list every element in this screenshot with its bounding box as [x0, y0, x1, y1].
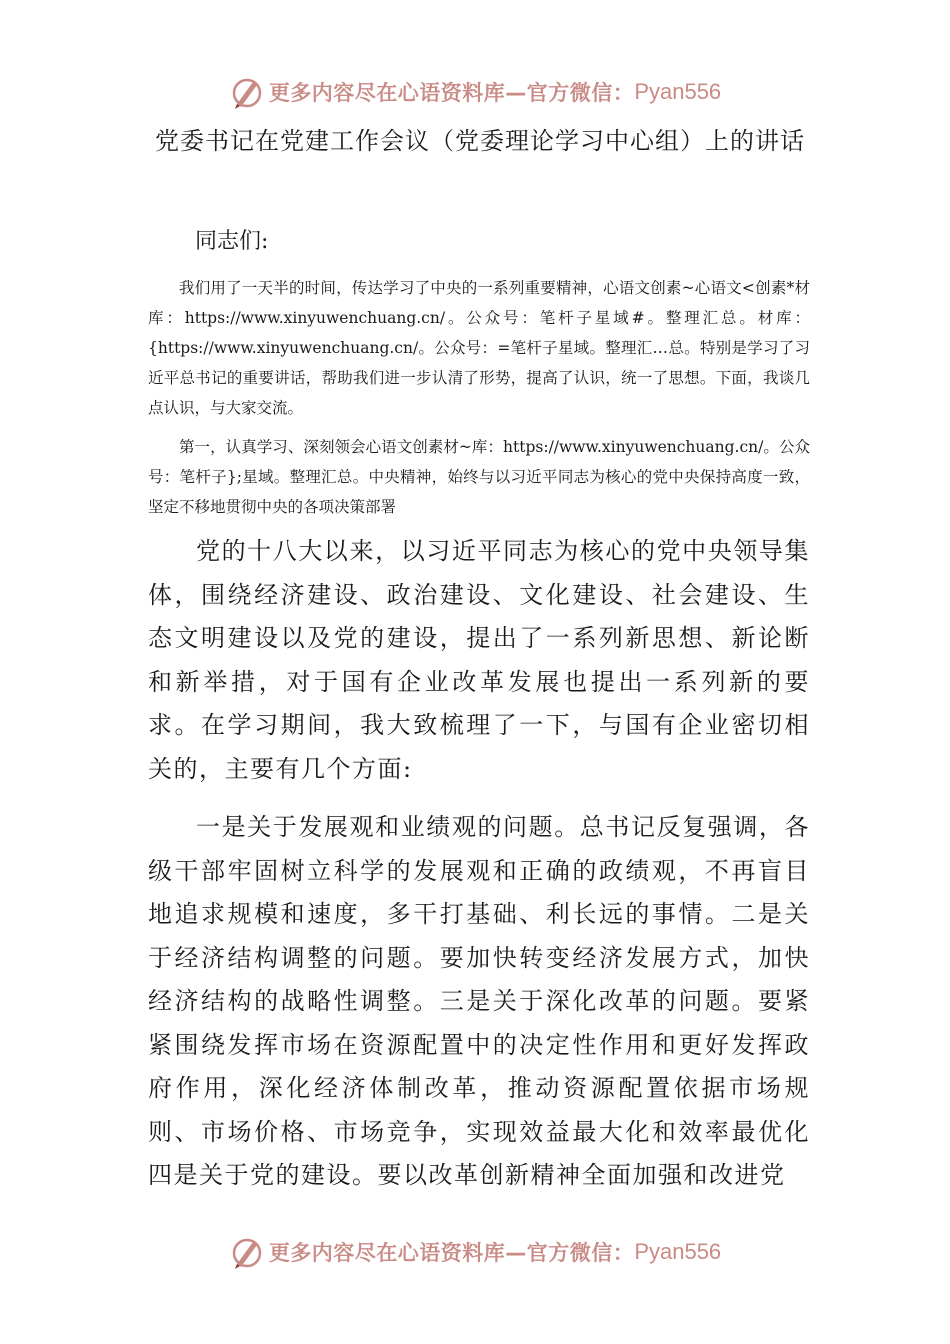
banner-wechat-id: Pyan556: [634, 79, 722, 104]
paragraph-first-point: 第一，认真学习、深刻领会心语文创素材~库：https://www.xinyuwenchuang.cn/。公众号：笔杆子};星域。整理汇总。中央精神，始终与以习近平同志为核心的党中央保持高度一致，坚定不移地贯彻中央的各项决策部署: [148, 438, 810, 516]
paragraph-body-1: 党的十八大以来，以习近平同志为核心的党中央领导集体，围绕经济建设、政治建设、文化建设、社会建设、生态文明建设以及党的建设，提出了一系列新思想、新论断和新举措，对于国有企业改革发展也提出一系列新的要求。在学习期间，我大致梳理了一下，与国有企业密切相关的，主要有几个方面:: [148, 537, 810, 783]
greeting: 同志们:: [195, 229, 269, 254]
banner-text: 更多内容尽在心语资料库—官方微信：: [268, 81, 635, 105]
header-banner: [0, 72, 950, 112]
pen-logo-icon: [229, 1234, 265, 1270]
banner-text: 更多内容尽在心语资料库—官方微信：: [268, 1241, 635, 1265]
footer-banner: [0, 1232, 950, 1272]
banner-wechat-id: Pyan556: [634, 1239, 722, 1264]
paragraph-body-2: 一是关于发展观和业绩观的问题。总书记反复强调，各级干部牢固树立科学的发展观和正确的政绩观，不再盲目地追求规模和速度，多干打基础、利长远的事情。二是关于经济结构调整的问题。要加快转变经济发展方式，加快经济结构的战略性调整。三是关于深化改革的问题。要紧紧围绕发挥市场在资源配置中的决定性作用和更好发挥政府作用，深化经济体制改革，推动资源配置依据市场规则、市场价格、市场竞争，实现效益最大化和效率最优化四是关于党的建设。要以改革创新精神全面加强和改进党: [148, 813, 810, 1189]
document-title: 党委书记在党建工作会议（党委理论学习中心组）上的讲话: [155, 127, 805, 155]
pen-logo-icon: [229, 74, 265, 110]
paragraph-intro: 我们用了一天半的时间，传达学习了中央的一系列重要精神，心语文创素~心语文<创素*材库：https://www.xinyuwenchuang.cn/。公众号：笔杆子星域#。整理汇总。材库：{https://www.xinyuwenchuang.cn/。公众号：=笔杆子星域。整理汇…总。特别是学习了习近平总书记的重要讲话，帮助我们进一步认清了形势，提高了认识，统一了思想。下面，我谈几点认识，与大家交流。: [148, 279, 811, 417]
